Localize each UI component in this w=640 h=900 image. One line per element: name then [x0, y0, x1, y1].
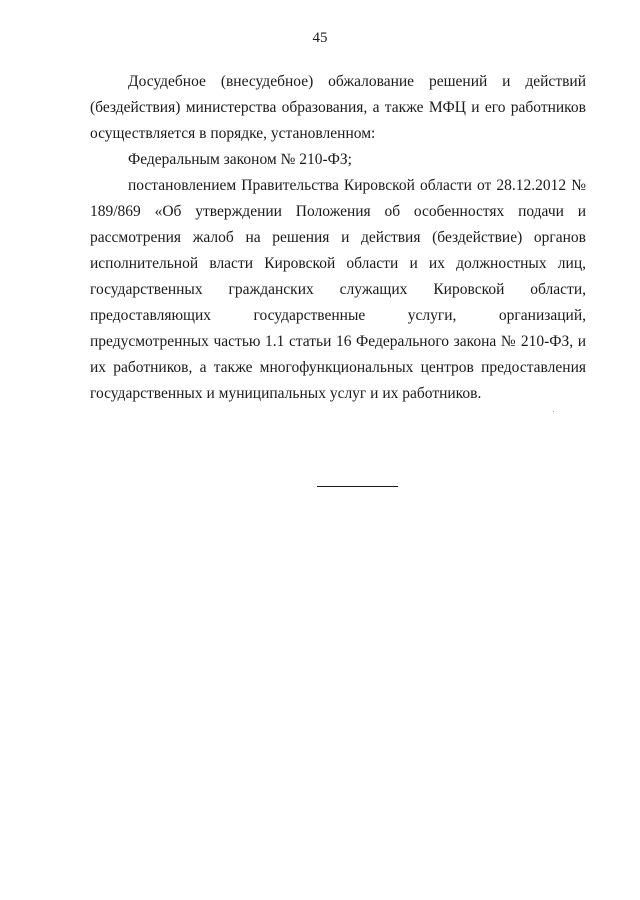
scan-speck: [553, 411, 554, 412]
page-number: 45: [312, 30, 328, 46]
paragraph-appeal-procedure: Досудебное (внесудебное) обжалование решений и действий (бездействия) министерства образования, а также МФЦ и его работников осуществляется в порядке, установленном:: [90, 73, 586, 142]
paragraph-government-decree: постановлением Правительства Кировской области от 28.12.2012 № 189/869 «Об утверждении Положения об особенностях подачи и рассмотрения жалоб на решения и действия (бездействие) органов исполнительной власти Кировской области и их должностных лиц, государственных гражданских служащих Кировской области, предоставляющих государственные услуги, организаций, предусмотренных частью 1.1 статьи 16 Федерального закона № 210-ФЗ, и их работников, а также многофункциональных центров предоставления государственных и муниципальных услуг и их работников.: [90, 177, 586, 402]
document-body: [90, 69, 586, 407]
paragraph-federal-law: Федеральным законом № 210-ФЗ;: [128, 151, 352, 168]
closing-divider: [317, 486, 398, 487]
